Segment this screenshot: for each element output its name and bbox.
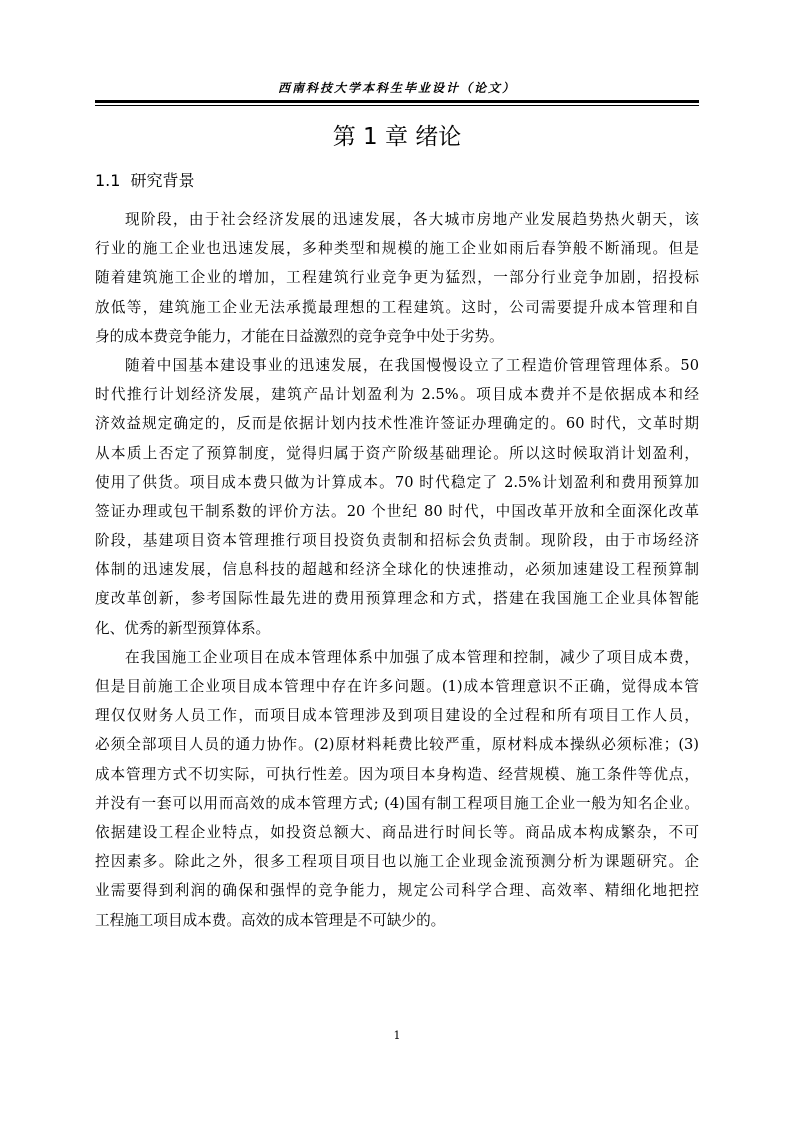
text-line: 必须全部项目人员的通力协作。(2)原材料耗费比较严重，原材料成本操纵必须标准；(3): [95, 736, 699, 754]
text-line: 随着建筑施工企业的增加，工程建筑行业竞争更为猛烈，一部分行业竞争加剧，招投标: [95, 269, 699, 287]
text-line: 化、优秀的新型预算体系。: [95, 619, 271, 637]
text-line: 随着中国基本建设事业的迅速发展，在我国慢慢设立了工程造价管理管理体系。50: [125, 356, 699, 374]
chapter-title: 第 1 章 绪论: [332, 124, 462, 150]
text-line: 但是目前施工企业项目成本管理中存在许多问题。(1)成本管理意识不正确，觉得成本管: [95, 678, 699, 695]
text-line: 并没有一套可以用而高效的成本管理方式; (4)国有制工程项目施工企业一般为知名企业。: [95, 794, 699, 812]
text-line: 理仅仅财务人员工作，而项目成本管理涉及到项目建设的全过程和所有项目工作人员，: [95, 707, 699, 725]
header-rule-thin: [95, 105, 699, 106]
text-line: 业需要得到利润的确保和强悍的竞争能力，规定公司科学合理、高效率、精细化地把控: [95, 882, 699, 900]
paragraph: [95, 351, 699, 643]
section-title: 研究背景: [130, 171, 195, 190]
text-line: 济效益规定确定的，反而是依据计划内技术性准许签证办理确定的。60 时代，文革时期: [95, 415, 699, 433]
paragraph: [95, 643, 699, 935]
text-line: 成本管理方式不切实际，可执行性差。因为项目本身构造、经营规模、施工条件等优点，: [95, 765, 699, 783]
running-header: 西南科技大学本科生毕业设计（论文）: [277, 81, 516, 95]
text-line: 依据建设工程企业特点，如投资总额大、商品进行时间长等。商品成本构成繁杂，不可: [95, 823, 699, 841]
text-line: 体制的迅速发展，信息科技的超越和经济全球化的快速推动，必须加速建设工程预算制: [95, 561, 699, 579]
text-line: 签证办理或包干制系数的评价方法。20 个世纪 80 时代，中国改革开放和全面深化改革: [95, 502, 699, 520]
text-line: 身的成本费竞争能力，才能在日益激烈的竞争竞争中处于劣势。: [95, 327, 504, 345]
header-rule-thick: [95, 100, 699, 103]
text-line: 控因素多。除此之外，很多工程项目项目也以施工企业现金流预测分析为课题研究。企: [95, 853, 699, 871]
text-line: 现阶段，由于社会经济发展的迅速发展，各大城市房地产业发展趋势热火朝天，该: [125, 211, 699, 228]
paragraph: [95, 205, 699, 351]
text-line: 行业的施工企业也迅速发展，多种类型和规模的施工企业如雨后春笋般不断涌现。但是: [95, 240, 699, 258]
body-text: [95, 205, 699, 935]
text-line: 使用了供货。项目成本费只做为计算成本。70 时代稳定了 2.5%计划盈利和费用预算加: [95, 473, 699, 491]
text-line: 阶段，基建项目资本管理推行项目投资负责制和招标会负责制。现阶段，由于市场经济: [95, 532, 699, 550]
section-heading: [95, 169, 194, 193]
section-number: 1.1: [95, 171, 121, 190]
text-line: 时代推行计划经济发展，建筑产品计划盈利为 2.5%。项目成本费并不是依据成本和经: [95, 386, 699, 404]
page-number: 1: [393, 1029, 401, 1042]
text-line: 度改革创新，参考国际性最先进的费用预算理念和方式，搭建在我国施工企业具体智能: [95, 590, 699, 608]
text-line: 工程施工项目成本费。高效的成本管理是不可缺少的。: [95, 911, 446, 929]
text-line: 从本质上否定了预算制度，觉得归属于资产阶级基础理论。所以这时候取消计划盈利，: [95, 444, 699, 462]
text-line: 在我国施工企业项目在成本管理体系中加强了成本管理和控制，减少了项目成本费，: [125, 648, 699, 666]
text-line: 放低等，建筑施工企业无法承揽最理想的工程建筑。这时，公司需要提升成本管理和自: [95, 298, 699, 316]
